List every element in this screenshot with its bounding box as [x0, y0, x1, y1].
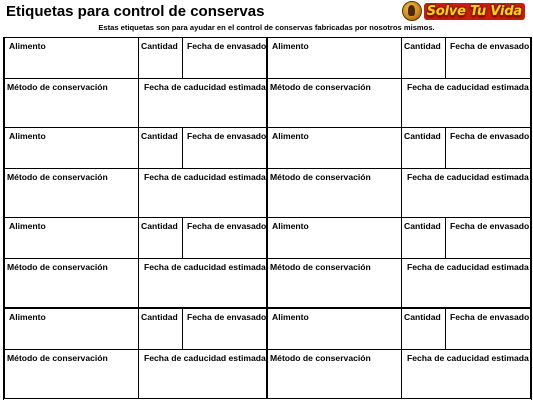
estimated-expiry-field[interactable]: Fecha de caducidad estimada: [144, 172, 266, 182]
label-divider: [182, 309, 183, 349]
label-divider: [445, 38, 446, 78]
packing-date-field[interactable]: Fecha de envasado: [187, 41, 267, 51]
page-subtitle: Estas etiquetas son para ayudar en el control de conservas fabricadas por nosotros mismos.: [98, 23, 435, 32]
label-divider: [401, 168, 402, 217]
label-divider: [138, 258, 139, 307]
label-divider: [268, 258, 530, 259]
quantity-field[interactable]: Cantidad: [141, 312, 178, 322]
estimated-expiry-field[interactable]: Fecha de caducidad estimada: [144, 262, 266, 272]
preserve-label: [267, 308, 531, 399]
preserve-label: [267, 127, 531, 218]
preservation-method-field[interactable]: Método de conservación: [7, 262, 108, 272]
label-divider: [182, 38, 183, 78]
page-title: Etiquetas para control de conservas: [6, 3, 265, 20]
brand-logo: [402, 1, 525, 21]
quantity-field[interactable]: Cantidad: [141, 131, 178, 141]
preserve-label: [4, 217, 267, 308]
label-divider: [5, 349, 266, 350]
quantity-field[interactable]: Cantidad: [404, 312, 441, 322]
estimated-expiry-field[interactable]: Fecha de caducidad estimada: [407, 82, 529, 92]
label-divider: [5, 78, 266, 79]
logo-text: Solve Tu Vida: [424, 3, 525, 20]
estimated-expiry-field[interactable]: Fecha de caducidad estimada: [407, 172, 529, 182]
quantity-field[interactable]: Cantidad: [141, 221, 178, 231]
estimated-expiry-field[interactable]: Fecha de caducidad estimada: [407, 262, 529, 272]
preserve-label: [4, 308, 267, 399]
quantity-field[interactable]: Cantidad: [404, 41, 441, 51]
preservation-method-field[interactable]: Método de conservación: [270, 82, 371, 92]
food-field[interactable]: Alimento: [9, 41, 46, 51]
food-field[interactable]: Alimento: [9, 131, 46, 141]
label-divider: [5, 258, 266, 259]
quantity-field[interactable]: Cantidad: [141, 41, 178, 51]
estimated-expiry-field[interactable]: Fecha de caducidad estimada: [144, 353, 266, 363]
packing-date-field[interactable]: Fecha de envasado: [450, 312, 530, 322]
label-divider: [182, 218, 183, 258]
label-divider: [445, 309, 446, 349]
label-divider: [401, 128, 402, 168]
packing-date-field[interactable]: Fecha de envasado: [187, 312, 267, 322]
packing-date-field[interactable]: Fecha de envasado: [187, 221, 267, 231]
quantity-field[interactable]: Cantidad: [404, 221, 441, 231]
food-field[interactable]: Alimento: [272, 312, 309, 322]
label-divider: [138, 309, 139, 349]
preservation-method-field[interactable]: Método de conservación: [7, 353, 108, 363]
label-divider: [401, 309, 402, 349]
label-divider: [138, 78, 139, 127]
label-divider: [268, 78, 530, 79]
food-field[interactable]: Alimento: [272, 131, 309, 141]
food-field[interactable]: Alimento: [272, 221, 309, 231]
preserve-label: [267, 217, 531, 308]
preservation-method-field[interactable]: Método de conservación: [7, 172, 108, 182]
labels-grid: [3, 37, 532, 400]
label-divider: [182, 128, 183, 168]
quantity-field[interactable]: Cantidad: [404, 131, 441, 141]
label-divider: [138, 349, 139, 398]
label-divider: [138, 128, 139, 168]
preservation-method-field[interactable]: Método de conservación: [270, 172, 371, 182]
preservation-method-field[interactable]: Método de conservación: [270, 262, 371, 272]
label-divider: [401, 218, 402, 258]
label-divider: [138, 218, 139, 258]
label-divider: [268, 168, 530, 169]
label-divider: [445, 218, 446, 258]
label-divider: [138, 168, 139, 217]
estimated-expiry-field[interactable]: Fecha de caducidad estimada: [407, 353, 529, 363]
label-divider: [138, 38, 139, 78]
preserve-label: [267, 37, 531, 128]
food-field[interactable]: Alimento: [9, 221, 46, 231]
preservation-method-field[interactable]: Método de conservación: [7, 82, 108, 92]
estimated-expiry-field[interactable]: Fecha de caducidad estimada: [144, 82, 266, 92]
label-divider: [445, 128, 446, 168]
packing-date-field[interactable]: Fecha de envasado: [450, 41, 530, 51]
preserve-label: [4, 127, 267, 218]
food-field[interactable]: Alimento: [9, 312, 46, 322]
coin-icon: [402, 1, 422, 21]
preservation-method-field[interactable]: Método de conservación: [270, 353, 371, 363]
label-divider: [401, 349, 402, 398]
label-divider: [401, 258, 402, 307]
packing-date-field[interactable]: Fecha de envasado: [450, 131, 530, 141]
label-divider: [268, 349, 530, 350]
label-divider: [401, 78, 402, 127]
label-divider: [5, 168, 266, 169]
packing-date-field[interactable]: Fecha de envasado: [450, 221, 530, 231]
label-divider: [401, 38, 402, 78]
preserve-label: [4, 37, 267, 128]
food-field[interactable]: Alimento: [272, 41, 309, 51]
packing-date-field[interactable]: Fecha de envasado: [187, 131, 267, 141]
